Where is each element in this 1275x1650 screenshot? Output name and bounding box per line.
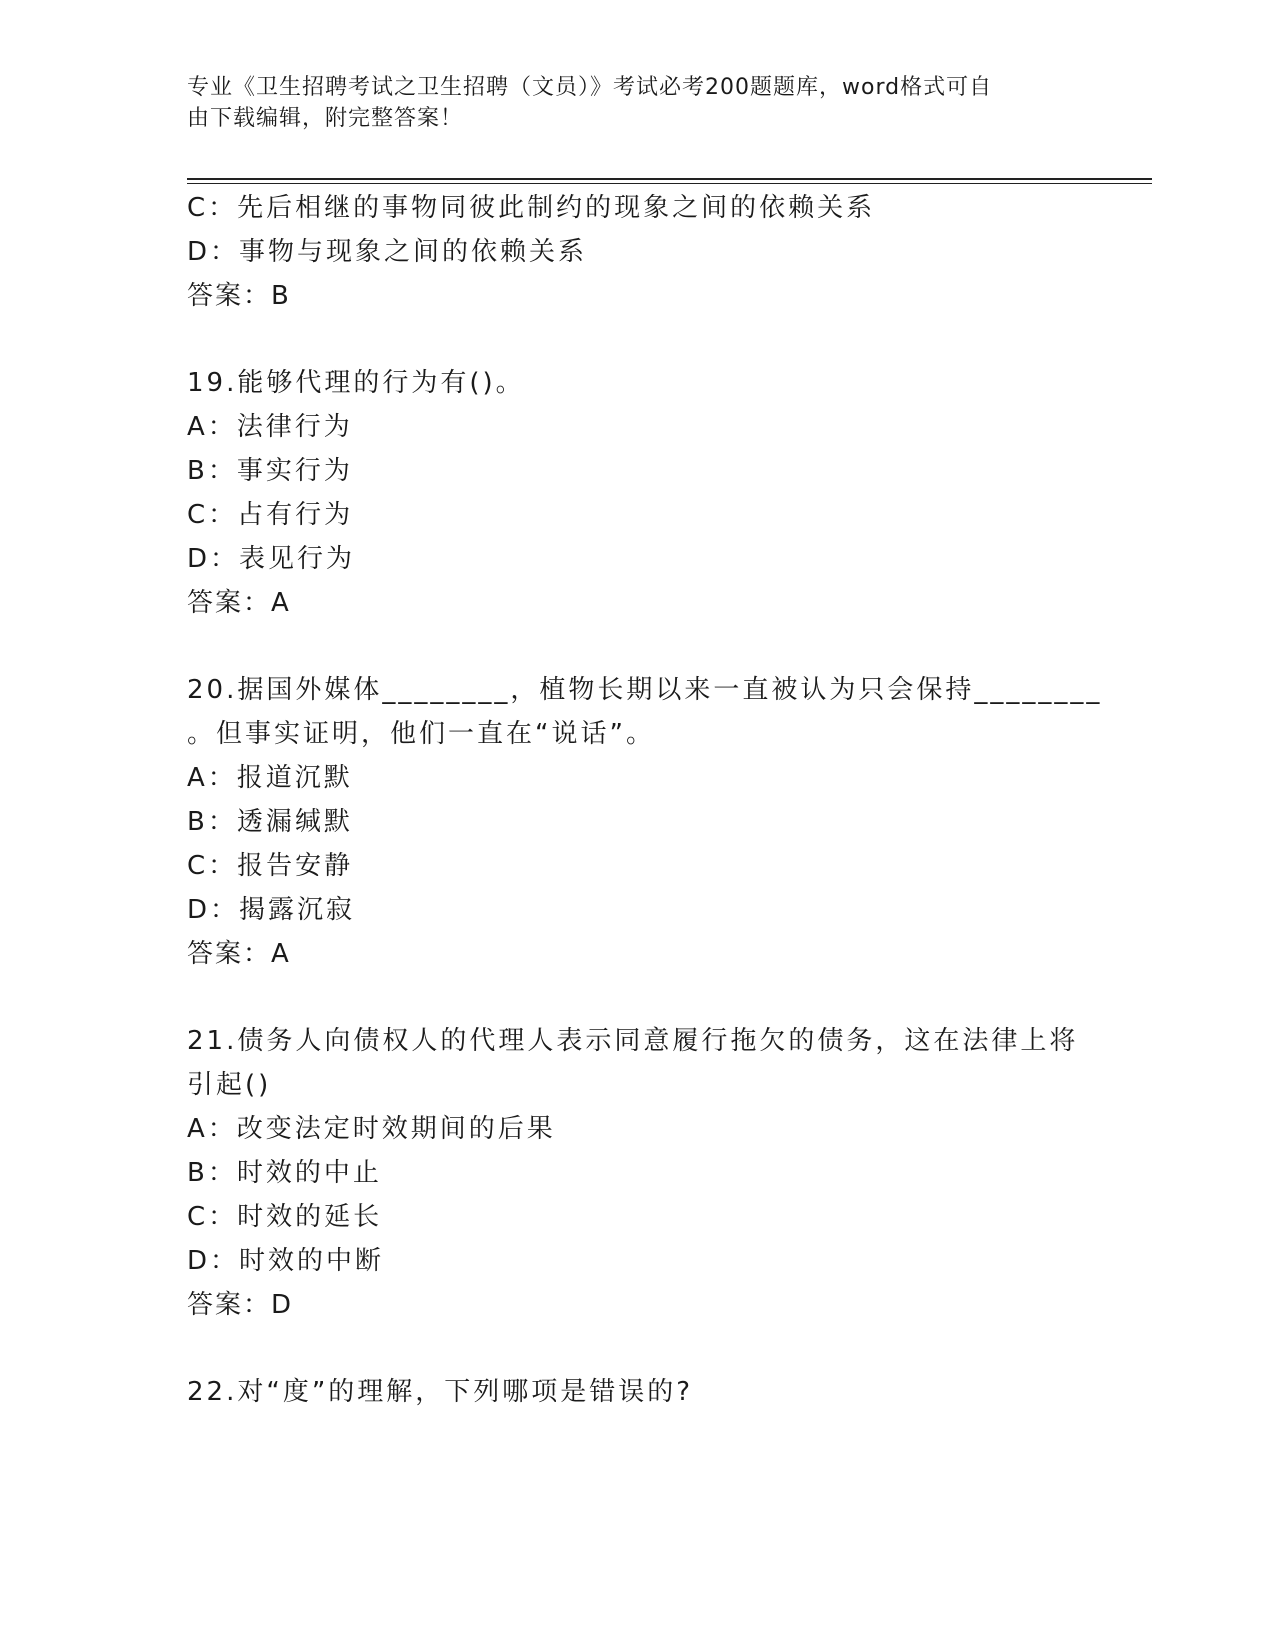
q20-option-d: D：揭露沉寂 — [187, 895, 356, 925]
q19-option-a: A：法律行为 — [187, 412, 353, 442]
q21-stem-line-2: 引起() — [187, 1070, 272, 1100]
document-header — [187, 72, 1067, 134]
q21-option-a: A：改变法定时效期间的后果 — [187, 1114, 556, 1144]
prev-option-d: D：事物与现象之间的依赖关系 — [187, 237, 588, 267]
q21-option-b: B：时效的中止 — [187, 1158, 382, 1188]
q20-stem-line-1: 20.据国外媒体________，植物长期以来一直被认为只会保持________ — [187, 675, 1103, 705]
q20-stem-line-2: 。但事实证明，他们一直在“说话”。 — [187, 719, 655, 749]
q19-option-b: B：事实行为 — [187, 456, 353, 486]
q20-option-a: A：报道沉默 — [187, 763, 353, 793]
prev-answer: 答案：B — [187, 281, 291, 311]
q20-option-b: B：透漏缄默 — [187, 807, 353, 837]
q21-answer: 答案：D — [187, 1290, 294, 1320]
q19-option-d: D：表见行为 — [187, 544, 356, 574]
header-divider-thick — [187, 178, 1152, 180]
header-line-1: 专业《卫生招聘考试之卫生招聘（文员）》考试必考200题题库，word格式可自 — [187, 75, 993, 100]
q20-answer: 答案：A — [187, 939, 291, 969]
q19-option-c: C：占有行为 — [187, 500, 354, 530]
q21-option-c: C：时效的延长 — [187, 1202, 383, 1232]
q21-option-d: D：时效的中断 — [187, 1246, 385, 1276]
q22-stem: 22.对“度”的理解，下列哪项是错误的? — [187, 1377, 694, 1407]
prev-option-c: C：先后相继的事物同彼此制约的现象之间的依赖关系 — [187, 193, 876, 223]
header-line-2: 由下载编辑，附完整答案！ — [187, 106, 464, 131]
header-divider-thin — [187, 183, 1152, 184]
q21-stem-line-1: 21.债务人向债权人的代理人表示同意履行拖欠的债务，这在法律上将 — [187, 1026, 1079, 1056]
q20-option-c: C：报告安静 — [187, 851, 354, 881]
q19-stem: 19.能够代理的行为有()。 — [187, 368, 525, 398]
q19-answer: 答案：A — [187, 588, 291, 618]
